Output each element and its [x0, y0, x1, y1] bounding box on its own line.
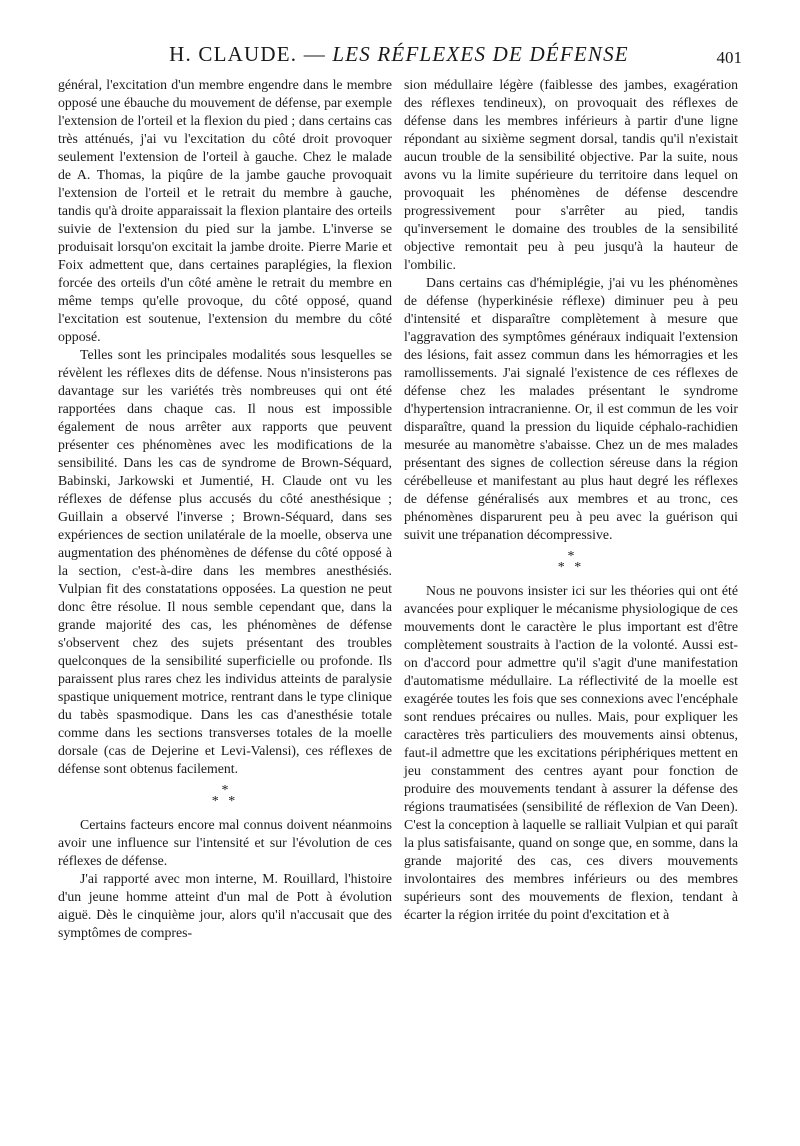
- page-header: [56, 36, 742, 72]
- section-separator: [58, 785, 392, 807]
- paragraph: Dans certains cas d'hémiplégie, j'ai vu les phénomènes de défense (hyperkinésie réflexe) diminuer peu à peu d'intensité et disparaître complètement à mesure que l'aggravation des symptômes généraux indiquait l'extension des lésions, fait assez commun dans les hémorragies et les ramollissements. J'ai signalé l'existence de ces réflexes de défense chez les malades présentant le syndrome d'hypertension intracranienne. Or, il est commun de les voir disparaître, quand la pression du liquide céphalo-rachidien mesurée au manomètre s'abaisse. Chez un de mes malades présentant des signes de collection séreuse dans la région cérébelleuse et manifestant au plus haut degré les réflexes de défense généralisés aux membres et au tronc, ces phénomènes disparurent peu à peu avec la guérison qui suivit une trépanation décompressive.: [404, 275, 738, 542]
- paragraph: général, l'excitation d'un membre engendre dans le membre opposé une ébauche du mouvement de défense, par exemple l'extension de l'orteil et la flexion du pied ; dans certains cas très atténués, j'ai vu l'excitation du côté droit provoquer seulement l'extension de l'orteil à gauche. Chez le malade de A. Thomas, la piqûre de la jambe gauche provoquait l'extension de l'orteil et le retrait du membre à gauche, tandis qu'à droite apparaissait la flexion plantaire des orteils suivie de l'extension du pied sur la jambe. L'inverse se produisait lorsqu'on excitait la jambe droite. Pierre Marie et Foix admettent que, dans certaines paraplégies, la flexion forcée des orteils d'un côté amène le retrait du membre en même temps qu'elle provoque, du côté opposé, quand l'excitation est soutenue, l'extension du membre du côté opposé.: [58, 77, 392, 344]
- paragraph: Certains facteurs encore mal connus doivent néanmoins avoir une influence sur l'intensité et sur l'évolution de ces réflexes de défense.: [58, 817, 392, 868]
- header-title: LES RÉFLEXES DE DÉFENSE: [332, 42, 629, 66]
- paragraph: J'ai rapporté avec mon interne, M. Rouillard, l'histoire d'un jeune homme atteint d'un mal de Pott à évolution aiguë. Dès le cinquième jour, alors qu'il n'accusait que des symptômes de compres-: [58, 871, 392, 940]
- page-number: 401: [716, 48, 742, 67]
- asterism-top: *: [221, 783, 229, 798]
- section-separator: [404, 551, 738, 573]
- paragraph: Telles sont les principales modalités sous lesquelles se révèlent les réflexes dits de défense. Nous n'insisterons pas davantage sur les variétés très nombreuses qui ont été rapportées dans chaque cas. Il nous est impossible également de nous arrêter aux rapports que peuvent présenter ces phénomènes avec les modifications de la sensibilité. Dans les cas de syndrome de Brown-Séquard, Babinski, Jarkowski et Jumentié, H. Claude ont vu les réflexes de défense plus accusés du côté anesthésique ; Guillain a observé l'inverse ; Brown-Séquard, dans ses expériences de section unilatérale de la moelle, observa une augmentation des phénomènes de défense du côté opposé à la section, c'est-à-dire dans les membres anesthésiés. Vulpian fit des constatations opposées. La question ne peut donc être résolue. Il nous semble cependant que, dans la grande majorité des cas, les phénomènes de défense s'observent chez des sujets présentant des troubles quelconques de la sensibilité superficielle ou profonde. Ils paraissent plus rares chez les individus atteints de paralysie spastique uniquement motrice, rentrant dans le type clinique du tabès spasmodique. Dans les cas d'anesthésie totale comme dans les sections transverses totales de la moelle dorsale (cas de Dejerine et Levi-Valensi), ces réflexes de défense sont obtenus facilement.: [58, 347, 392, 776]
- running-head: [56, 36, 742, 72]
- header-dash: —: [303, 42, 326, 66]
- paragraph: sion médullaire légère (faiblesse des jambes, exagération des réflexes tendineux), on provoquait des réflexes de défense dans les membres inférieurs à partir d'une ligne répondant au sixième segment dorsal, tandis qu'il n'existait aucun trouble de la sensibilité objective. Par la suite, nous avons vu la limite supérieure du territoire dans lequel on provoquait les phénomènes de défense descendre progressivement pour s'arrêter au pied, tandis qu'inversement le domaine des troubles de la sensibilité objective remontait peu à peu jusqu'à la hauteur de l'ombilic.: [404, 77, 738, 272]
- asterism-bottom: * *: [557, 560, 585, 575]
- header-author: H. CLAUDE.: [169, 42, 298, 66]
- asterism-top: *: [567, 549, 575, 564]
- left-column: [58, 76, 392, 942]
- paragraph: Nous ne pouvons insister ici sur les théories qui ont été avancées pour expliquer le mécanisme physiologique de ces mouvements dont le caractère le plus important est d'être complètement soustraits à l'action de la volonté. Aussi est-on d'accord pour admettre qu'il s'agit d'une manifestation d'automatisme médullaire. La réflectivité de la moelle est exagérée toutes les fois que ses connexions avec l'encéphale sont rendues précaires ou nulles. Mais, pour expliquer les caractères très particuliers des mouvements ainsi obtenus, faut-il admettre que les excitations périphériques mettent en jeu constamment des centres ayant pour fonction de produire des mouvements tendant à assurer la défense des régions traumatisées (sensibilité de réflexion de Van Deen). C'est la conception à laquelle se ralliait Vulpian et qui paraît la plus satisfaisante, quand on songe que, en somme, dans la grande majorité des cas, ces divers mouvements involontaires des membres inférieurs ou des membres supérieurs sont des mouvements de flexion, tendant à écarter la région irritée du point d'excitation et à: [404, 583, 738, 922]
- right-column: [404, 76, 738, 924]
- asterism-bottom: * *: [211, 794, 239, 809]
